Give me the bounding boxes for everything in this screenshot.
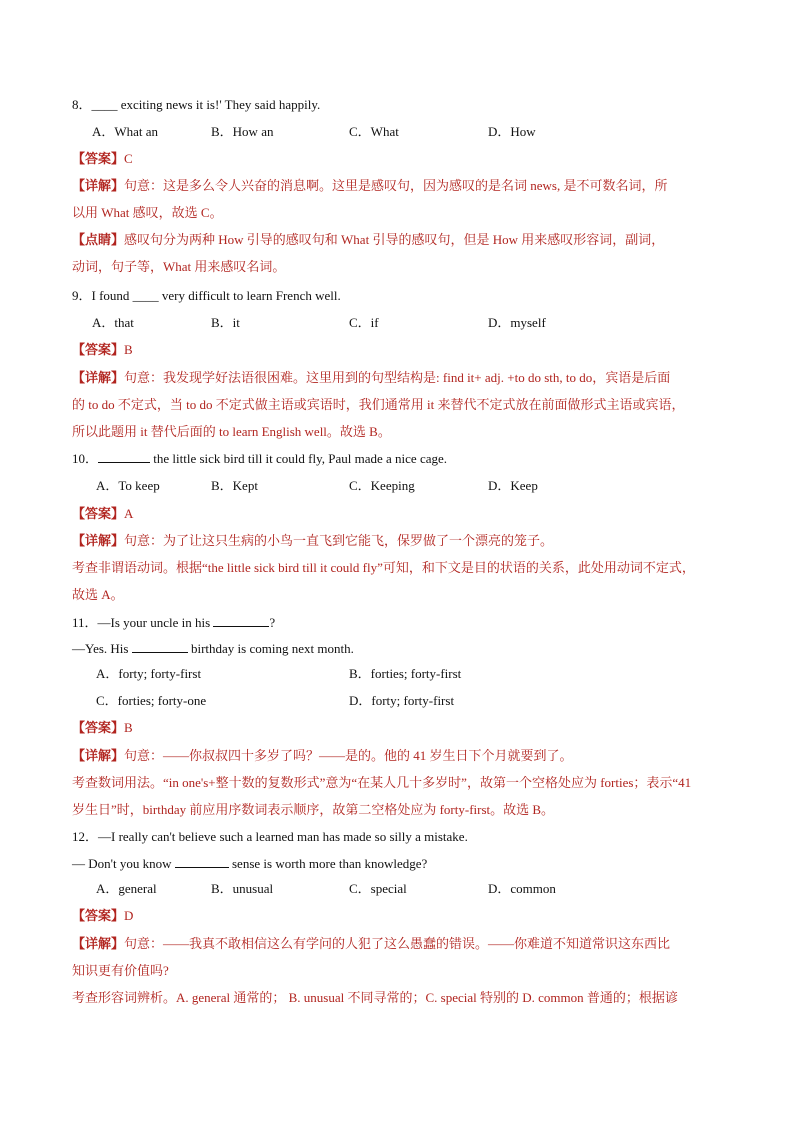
q12-detail-cont-2: 考查形容词辨析。A. general 通常的； B. unusual 不同寻常的；C. special 特别的 D. common 普通的；根据谚 — [72, 990, 678, 1005]
detail-tag: 【详解】 — [72, 936, 125, 951]
q11-option-a: A．forty; forty-first — [96, 666, 202, 681]
point-tag: 【点睛】 — [72, 232, 125, 247]
q11-option-c: C．forties; forty-one — [96, 693, 207, 708]
q10-blank — [98, 450, 150, 463]
question-11-reply — [72, 640, 722, 658]
q9-option-d: D．myself — [488, 315, 546, 330]
q9-option-b: B．it — [211, 315, 240, 330]
detail-text: 句意：——我真不敢相信这么有学问的人犯了这么愚蠢的错误。——你难道不知道常识这东西比 — [124, 936, 671, 951]
q10-option-c: C．Keeping — [349, 478, 415, 493]
q10-detail-cont: 考查非谓语动词。根据“the little sick bird till it could fly”可知，和下文是目的状语的关系，此处用动词不定式， — [72, 560, 695, 575]
q10-detail-cont-2: 故选 A。 — [72, 587, 124, 602]
detail-tag: 【详解】 — [72, 533, 125, 548]
q12-detail-cont: 知识更有价值吗? — [72, 963, 169, 978]
question-11-stem — [72, 614, 722, 632]
detail-tag: 【详解】 — [72, 370, 125, 385]
detail-text: 句意：这是多么令人兴奋的消息啊。这里是感叹句，因为感叹的是名词 news, 是不可数名词，所 — [124, 178, 668, 193]
q11-blank-1 — [213, 614, 269, 627]
question-12-reply — [72, 855, 722, 873]
q12-option-a: A．general — [96, 881, 157, 896]
detail-tag: 【详解】 — [72, 748, 125, 763]
question-9-stem: 9．I found ____ very difficult to learn French well. — [72, 288, 341, 303]
q10-option-b: B．Kept — [211, 478, 258, 493]
answer-tag: 【答案】 — [72, 342, 125, 357]
q10-option-d: D．Keep — [488, 478, 538, 493]
q11-detail-cont: 考查数词用法。“in one's+整十数的复数形式”意为“在某人几十多岁时”，故第一个空格处应为 forties；表示“41 — [72, 775, 692, 790]
q10-text: the little sick bird till it could fly, Paul made a nice cage. — [150, 451, 448, 466]
question-12-stem: 12．—I really can't believe such a learned man has made so silly a mistake. — [72, 829, 468, 844]
question-8-stem: 8．____ exciting news it is!' They said happily. — [72, 97, 321, 112]
q11-text-2b: birthday is coming next month. — [187, 641, 354, 656]
q11-option-d: D．forty; forty-first — [349, 693, 455, 708]
q9-detail-cont: 的 to do 不定式，当 to do 不定式做主语或宾语时，我们通常用 it 来替代不定式放在前面做形式主语或宾语， — [72, 397, 685, 412]
answer-tag: 【答案】 — [72, 506, 125, 521]
detail-text: 句意：——你叔叔四十多岁了吗？——是的。他的 41 岁生日下个月就要到了。 — [124, 748, 573, 763]
answer-value: B — [124, 720, 133, 735]
q12-option-d: D．common — [488, 881, 556, 896]
answer-value: D — [124, 908, 134, 923]
detail-text: 句意：我发现学好法语很困难。这里用到的句型结构是: find it+ adj. +to do sth, to do，宾语是后面 — [124, 370, 671, 385]
q12-option-b: B．unusual — [211, 881, 274, 896]
q10-detail — [72, 532, 722, 550]
answer-value: B — [124, 342, 133, 357]
q8-point-cont: 动词，句子等，What 用来感叹名词。 — [72, 259, 286, 274]
q9-detail — [72, 369, 722, 387]
q8-detail — [72, 177, 722, 195]
q11-detail-cont-2: 岁生日”时，birthday 前应用序数词表示顺序，故第二空格处应为 forty-first。故选 B。 — [72, 802, 555, 817]
question-10-stem — [72, 450, 722, 468]
point-text: 感叹句分为两种 How 引导的感叹句和 What 引导的感叹句，但是 How 用来感叹形容词，副词， — [124, 232, 665, 247]
q12-blank — [175, 855, 229, 868]
q11-blank-2 — [132, 640, 188, 653]
detail-tag: 【详解】 — [72, 178, 125, 193]
q9-option-c: C．if — [349, 315, 379, 330]
q12-option-c: C．special — [349, 881, 407, 896]
q9-detail-cont-2: 所以此题用 it 替代后面的 to learn English well。故选 B。 — [72, 424, 391, 439]
q8-option-c: C．What — [349, 124, 399, 139]
detail-text: 句意：为了让这只生病的小鸟一直飞到它能飞，保罗做了一个漂亮的笼子。 — [124, 533, 554, 548]
q8-answer — [72, 150, 722, 168]
q11-text-1b: ? — [269, 615, 276, 630]
answer-tag: 【答案】 — [72, 151, 125, 166]
q8-option-b: B．How an — [211, 124, 274, 139]
answer-value: A — [124, 506, 134, 521]
q11-text-1: 11．—Is your uncle in his — [72, 615, 214, 630]
q8-option-a: A．What an — [92, 124, 159, 139]
q9-answer — [72, 341, 722, 359]
q12-detail — [72, 935, 722, 953]
q10-number: 10． — [72, 451, 99, 466]
q11-option-b: B．forties; forty-first — [349, 666, 462, 681]
q11-text-2: —Yes. His — [72, 641, 132, 656]
answer-tag: 【答案】 — [72, 908, 125, 923]
q12-text-b: sense is worth more than knowledge? — [228, 856, 428, 871]
q8-detail-cont: 以用 What 感叹，故选 C。 — [72, 205, 223, 220]
q11-answer — [72, 719, 722, 737]
q9-option-a: A．that — [92, 315, 134, 330]
q12-text: — Don't you know — [72, 856, 175, 871]
q8-option-d: D．How — [488, 124, 536, 139]
q10-answer — [72, 505, 722, 523]
q10-option-a: A．To keep — [96, 478, 160, 493]
q11-detail — [72, 747, 722, 765]
answer-tag: 【答案】 — [72, 720, 125, 735]
q8-point — [72, 231, 722, 249]
q12-answer — [72, 907, 722, 925]
answer-value: C — [124, 151, 133, 166]
